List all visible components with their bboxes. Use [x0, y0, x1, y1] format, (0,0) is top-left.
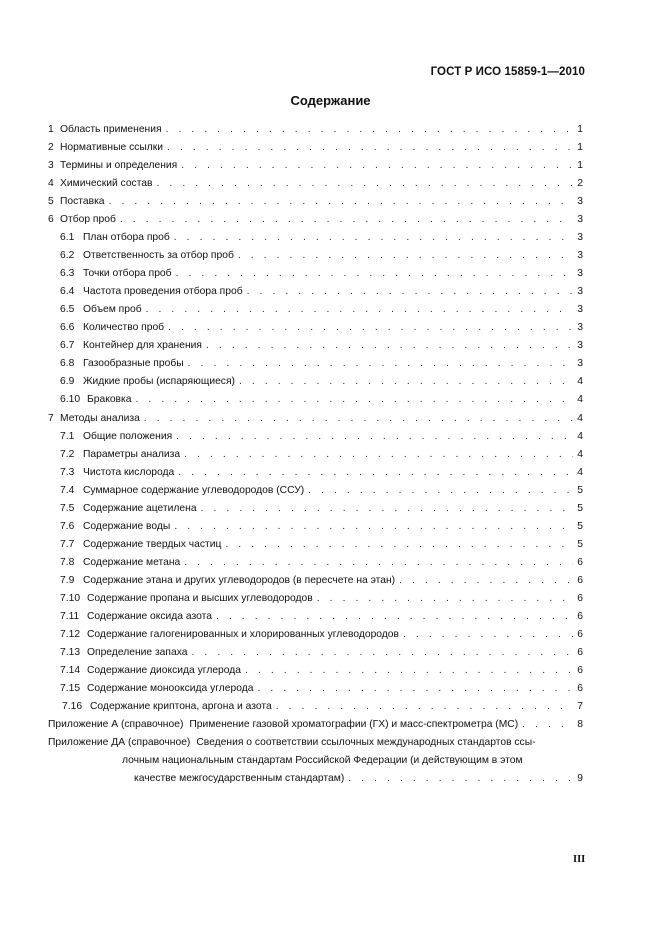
- toc-entry-page: 4: [577, 430, 583, 442]
- toc-entry-number: 7.9: [60, 574, 75, 586]
- toc-entry-number: 6.4: [60, 286, 75, 298]
- annex-da-label: Приложение ДА (справочное): [48, 737, 191, 749]
- toc-entry[interactable]: [48, 518, 583, 536]
- toc-entry-number: 4: [48, 178, 54, 190]
- toc-entry-title: Отбор проб: [60, 214, 116, 226]
- dot-leader: [142, 301, 573, 319]
- dot-leader: [243, 283, 573, 301]
- table-of-contents: [48, 121, 583, 788]
- toc-entry[interactable]: [48, 229, 583, 247]
- toc-entry[interactable]: [48, 482, 583, 500]
- toc-entry-title: Содержание этана и других углеводородов (в пересчете на этан): [83, 574, 396, 586]
- toc-entry-page: 3: [577, 358, 583, 370]
- dot-leader: [105, 193, 573, 211]
- toc-entry-number: 5: [48, 196, 54, 208]
- toc-entry[interactable]: [48, 211, 583, 229]
- toc-entry-page: 3: [577, 286, 583, 298]
- toc-entry-page: 4: [577, 466, 583, 478]
- toc-entry-page: 3: [577, 304, 583, 316]
- toc-entry-title: Поставка: [60, 196, 105, 208]
- toc-entry-number: 1: [48, 124, 54, 135]
- toc-entry-number: 6.7: [60, 340, 75, 352]
- toc-entry-number: 7.11: [60, 610, 80, 622]
- dot-leader: [184, 355, 573, 373]
- toc-entry-number: 6.2: [60, 250, 75, 262]
- toc-entry-title: Количество проб: [83, 322, 165, 334]
- toc-entry-number: 2: [48, 142, 54, 154]
- toc-entry-page: 3: [577, 340, 583, 352]
- dot-leader: [174, 464, 573, 482]
- dot-leader: [170, 229, 573, 247]
- annex-da-page: 9: [577, 773, 583, 785]
- toc-entry[interactable]: [48, 319, 583, 337]
- toc-entry-title: Суммарное содержание углеводородов (ССУ): [83, 484, 305, 496]
- toc-entry-number: 6: [48, 214, 54, 226]
- dot-leader: [202, 337, 573, 355]
- toc-entry[interactable]: [48, 337, 583, 355]
- toc-entry-title: Содержание оксида азота: [87, 610, 212, 622]
- toc-entry-title: Содержание ацетилена: [83, 502, 197, 514]
- toc-entry-page: 4: [577, 448, 583, 460]
- toc-entry[interactable]: [48, 265, 583, 283]
- toc-entry-number: 6.10: [60, 394, 81, 406]
- toc-entry[interactable]: [48, 373, 583, 391]
- toc-entry-title: Нормативные ссылки: [60, 142, 164, 154]
- dot-leader: [187, 644, 573, 662]
- toc-entry[interactable]: [48, 428, 583, 446]
- toc-entry-number: 6.1: [60, 232, 75, 244]
- toc-entry-title: Содержание криптона, аргона и азота: [90, 701, 272, 712]
- toc-entry-title: Содержание монооксида углерода: [87, 682, 254, 694]
- toc-entry[interactable]: [48, 193, 583, 211]
- dot-leader: [304, 482, 573, 500]
- toc-entry-title: Определение запаха: [87, 646, 188, 658]
- toc-title: Содержание: [290, 93, 371, 108]
- annex-a-page: 8: [577, 719, 583, 731]
- toc-entry-number: 7.8: [60, 556, 75, 568]
- toc-entry[interactable]: [48, 247, 583, 265]
- toc-entry[interactable]: [48, 139, 583, 157]
- toc-entry-title: Содержание воды: [83, 520, 171, 532]
- toc-entry-number: 7: [48, 412, 54, 424]
- toc-entry[interactable]: [48, 608, 583, 626]
- dot-leader: [162, 121, 573, 139]
- toc-entry-number: 6.6: [60, 322, 75, 334]
- toc-entry-number: 7.10: [60, 592, 81, 604]
- toc-entry-page: 3: [577, 250, 583, 262]
- toc-entry[interactable]: [48, 301, 583, 319]
- dot-leader: [140, 410, 573, 428]
- dot-leader: [163, 139, 573, 157]
- toc-entry-number: 7.15: [60, 682, 81, 694]
- dot-leader: [170, 518, 573, 536]
- toc-entry[interactable]: [48, 283, 583, 301]
- dot-leader: [235, 373, 573, 391]
- toc-entry[interactable]: [48, 391, 583, 409]
- dot-leader: [172, 265, 573, 283]
- toc-entry-title: План отбора проб: [83, 232, 170, 244]
- toc-entry[interactable]: [48, 410, 583, 428]
- toc-entry-page: 5: [577, 484, 583, 496]
- toc-entry-title: Параметры анализа: [83, 448, 181, 460]
- toc-annex-a[interactable]: [48, 716, 583, 734]
- toc-entry-title: Чистота кислорода: [83, 466, 175, 478]
- toc-entry-number: 7.4: [60, 484, 75, 496]
- toc-entry-number: 7.2: [60, 448, 75, 460]
- toc-entry[interactable]: [48, 500, 583, 518]
- dot-leader: [344, 770, 573, 788]
- toc-entry-number: 7.7: [60, 538, 75, 550]
- toc-entry-title: Термины и определения: [60, 160, 178, 172]
- toc-entry-page: 6: [577, 664, 583, 676]
- toc-entry-title: Область применения: [60, 124, 162, 135]
- dot-leader: [153, 175, 574, 193]
- toc-entry-page: 7: [577, 701, 583, 712]
- toc-entry-page: 5: [577, 502, 583, 514]
- dot-leader: [172, 428, 573, 446]
- toc-entry-title: Браковка: [87, 394, 132, 406]
- toc-entry-number: 7.14: [60, 664, 81, 676]
- toc-entry-page: 1: [577, 160, 583, 172]
- toc-entry-title: Содержание твердых частиц: [83, 538, 222, 550]
- dot-leader: [272, 698, 573, 716]
- toc-entry-page: 6: [577, 556, 583, 568]
- dot-leader: [180, 446, 573, 464]
- dot-leader: [132, 391, 574, 409]
- toc-entry-number: 7.6: [60, 520, 75, 532]
- dot-leader: [197, 500, 573, 518]
- toc-entry-title: Частота проведения отбора проб: [83, 286, 243, 298]
- toc-entry-title: Контейнер для хранения: [83, 340, 202, 352]
- toc-entry[interactable]: [48, 698, 583, 716]
- toc-entry-number: 7.1: [60, 430, 75, 442]
- toc-entry-number: 3: [48, 160, 54, 172]
- toc-entry-number: 7.5: [60, 502, 75, 514]
- toc-entry-title: Содержание метана: [83, 556, 181, 568]
- toc-entry-title: Методы анализа: [60, 412, 140, 424]
- toc-entry-number: 7.13: [60, 646, 81, 658]
- toc-entry[interactable]: [48, 662, 583, 680]
- annex-a-label: Приложение А (справочное): [48, 719, 184, 731]
- toc-entry-page: 6: [577, 682, 583, 694]
- toc-entry[interactable]: [48, 464, 583, 482]
- toc-entry-title: Химический состав: [60, 178, 153, 190]
- toc-entry[interactable]: [48, 680, 583, 698]
- toc-entry-page: 6: [577, 574, 583, 586]
- toc-entry[interactable]: [48, 355, 583, 373]
- toc-entry[interactable]: [48, 175, 583, 193]
- toc-entry-page: 3: [577, 232, 583, 244]
- toc-entry-title: Общие положения: [83, 430, 173, 442]
- toc-entry-number: 6.3: [60, 268, 75, 280]
- toc-entry[interactable]: [48, 590, 583, 608]
- annex-da-title-line2: лочным национальным стандартам Российской Федерации (и действующим в этом: [122, 755, 523, 767]
- toc-entry-page: 6: [577, 610, 583, 622]
- toc-entry[interactable]: [48, 572, 583, 590]
- toc-entry-number: 7.12: [60, 628, 81, 640]
- document-code: ГОСТ Р ИСО 15859-1—2010: [430, 66, 585, 78]
- dot-leader: [116, 211, 573, 229]
- toc-entry-page: 5: [577, 520, 583, 532]
- dot-leader: [253, 680, 573, 698]
- toc-entry-page: 3: [577, 268, 583, 280]
- dot-leader: [212, 608, 573, 626]
- toc-entry-page: 6: [577, 646, 583, 658]
- toc-entry-page: 3: [577, 214, 583, 226]
- dot-leader: [234, 247, 573, 265]
- toc-entry-title: Ответственность за отбор проб: [83, 250, 234, 262]
- toc-entry-number: 7.16: [62, 701, 83, 712]
- toc-entry-title: Жидкие пробы (испаряющиеся): [83, 376, 235, 388]
- toc-entry-title: Содержание галогенированных и хлорированных углеводородов: [87, 628, 399, 640]
- toc-entry-page: 4: [577, 394, 583, 406]
- dot-leader: [395, 572, 573, 590]
- dot-leader: [177, 157, 573, 175]
- toc-entry-page: 2: [577, 178, 583, 190]
- toc-entry-number: 7.3: [60, 466, 75, 478]
- toc-entry-page: 1: [577, 124, 583, 135]
- toc-entry-page: 6: [577, 592, 583, 604]
- dot-leader: [180, 554, 573, 572]
- dot-leader: [164, 319, 573, 337]
- toc-entry-title: Газообразные пробы: [83, 358, 184, 370]
- toc-entry-title: Объем проб: [83, 304, 142, 316]
- page-number: III: [573, 854, 586, 865]
- dot-leader: [241, 662, 573, 680]
- dot-leader: [399, 626, 573, 644]
- toc-entry-title: Содержание диоксида углерода: [87, 664, 242, 676]
- toc-entry-page: 1: [577, 142, 583, 154]
- annex-a-title: Применение газовой хроматографии (ГХ) и масс-спектрометра (МС): [189, 719, 519, 731]
- toc-entry-number: 6.8: [60, 358, 75, 370]
- toc-entry[interactable]: [48, 446, 583, 464]
- toc-entry[interactable]: [48, 121, 583, 139]
- toc-entry[interactable]: [48, 644, 583, 662]
- toc-entry-page: 3: [577, 322, 583, 334]
- dot-leader: [221, 536, 573, 554]
- toc-entry[interactable]: [48, 554, 583, 572]
- toc-annex-da[interactable]: [48, 734, 583, 788]
- toc-entry[interactable]: [48, 536, 583, 554]
- annex-da-title-line1: Сведения о соответствии ссылочных международных стандартов ссы-: [196, 737, 536, 749]
- annex-da-title-line3: качестве межгосударственным стандартам): [134, 773, 345, 785]
- toc-entry[interactable]: [48, 626, 583, 644]
- toc-entry-title: Точки отбора проб: [83, 268, 172, 280]
- dot-leader: [313, 590, 573, 608]
- toc-entry[interactable]: [48, 157, 583, 175]
- toc-entry-page: 4: [577, 412, 583, 424]
- toc-entry-page: 6: [577, 628, 583, 640]
- toc-entry-page: 4: [577, 376, 583, 388]
- toc-entry-page: 3: [577, 196, 583, 208]
- toc-entry-title: Содержание пропана и высших углеводородов: [87, 592, 313, 604]
- dot-leader: [518, 716, 573, 734]
- toc-entry-number: 6.5: [60, 304, 75, 316]
- toc-entry-number: 6.9: [60, 376, 75, 388]
- toc-entry-page: 5: [577, 538, 583, 550]
